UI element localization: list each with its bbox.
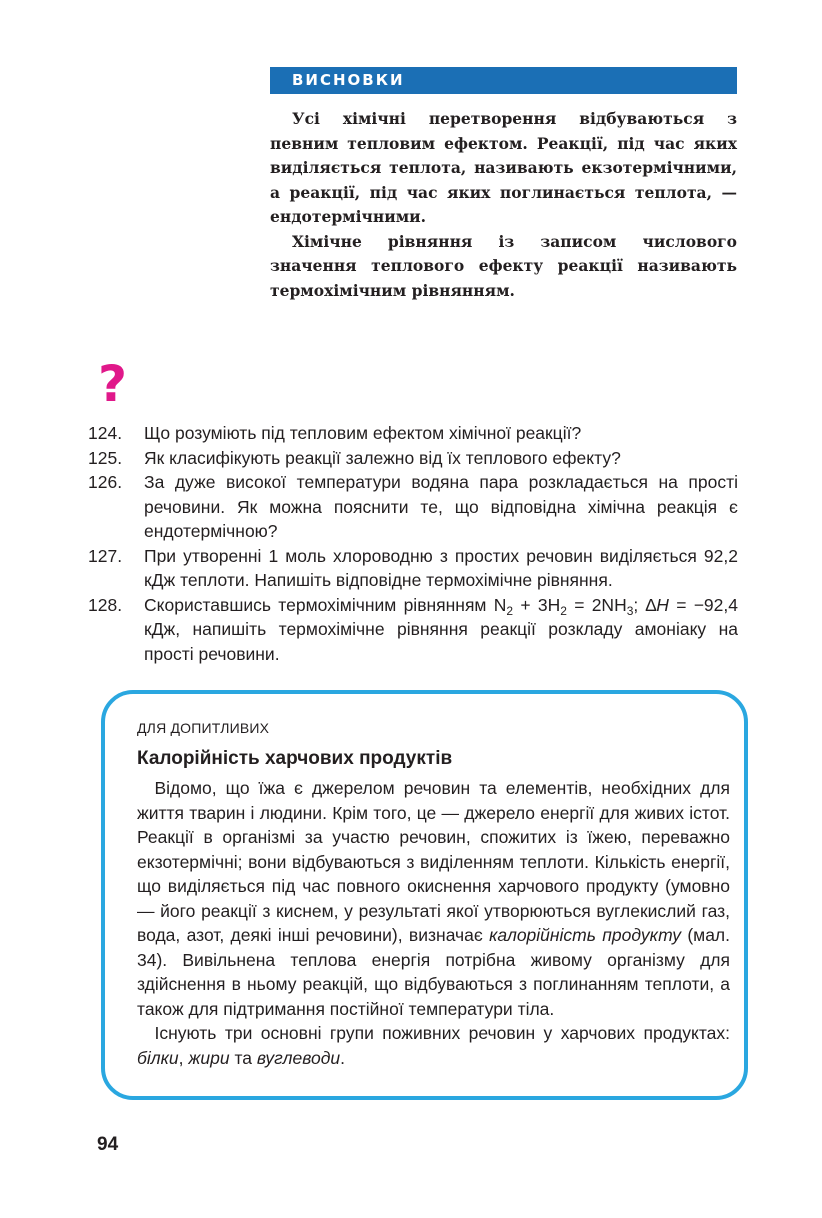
curious-emphasis: жири xyxy=(188,1047,230,1068)
conclusions-heading: ВИСНОВКИ xyxy=(270,67,737,94)
question-item xyxy=(88,470,738,544)
question-item xyxy=(88,593,738,667)
conclusions-paragraph: Усі хімічні перетворення відбуваються з певним тепловим ефектом. Реакції, під час яких виділяється теплота, називають екзотермічними, а реакції, під час яких поглинається теплота, — ендотермічними. xyxy=(270,109,737,226)
curious-text-part: Відомо, що їжа є джерелом речовин та елементів, необхідних для життя тварин і людини. Крім того, це — джерело енергії для живих істот. Реакції в організмі за участю речовин, спожитих із їжею, переважно екзотермічні; вони відбуваються з виділенням теплоти. Кількість енергії, що виділяється під час повного окиснення харчового продукту (умовно — його реакції з киснем, у результаті якої утворюються вуглекислий газ, вода, азот, деякі інші речовини), визначає xyxy=(137,778,730,945)
curious-text-part: (мал. 34). Вивільнена теплова енергія потрібна живому організму для здійснення в ньому реакцій, що відбуваються з поглинанням теплоти, а також для підтримання постійної температури тіла. xyxy=(137,925,731,1019)
curious-emphasis: калорійність продукту xyxy=(489,925,682,945)
subscript: 3 xyxy=(626,603,634,618)
question-number: 127. xyxy=(88,545,123,566)
conclusions-paragraph: Хімічне рівняння із записом числового значення теплового ефекту реакції називають термохімічним рівнянням. xyxy=(270,231,737,300)
question-number: 126. xyxy=(88,472,123,492)
question-number: 124. xyxy=(88,423,123,443)
curious-title: Калорійність харчових продуктів xyxy=(137,748,453,769)
question-number: 125. xyxy=(88,447,123,468)
question-number: 128. xyxy=(88,594,123,615)
question-text xyxy=(144,593,738,667)
question-item xyxy=(88,446,738,471)
curious-paragraph xyxy=(137,776,730,1021)
question-text-part: Скориставшись термохімічним рівнянням N xyxy=(144,594,507,615)
question-text-part: = 2NH xyxy=(566,594,627,615)
question-mark-icon: ? xyxy=(98,355,128,413)
curious-emphasis: вуглеводи xyxy=(256,1047,341,1068)
question-text: При утворенні 1 моль хлороводню з простих речовин виділяється 92,2 кДж теплоти. Напишіть відповідне термохімічне рівняння. xyxy=(144,545,738,590)
curious-text-part: та xyxy=(229,1047,257,1068)
enthalpy-symbol: H xyxy=(656,594,669,615)
question-text-part: + 3H xyxy=(513,594,561,615)
curious-text-part: . xyxy=(340,1047,345,1068)
subscript: 2 xyxy=(506,603,514,618)
question-text: Що розуміють під тепловим ефектом хімічної реакції? xyxy=(144,423,582,443)
question-text-part: ; xyxy=(633,594,646,615)
curious-box xyxy=(101,690,748,1100)
curious-paragraph xyxy=(137,1021,730,1070)
question-text-part: = −92,4 кДж, напишіть термохімічне рівняння реакції розкладу амоніаку на прості речовини. xyxy=(144,594,738,664)
curious-text xyxy=(137,776,730,1070)
page-number: 94 xyxy=(97,1134,119,1155)
delta-symbol: ∆ xyxy=(645,594,657,615)
questions-list xyxy=(88,421,738,666)
question-text: Як класифікують реакції залежно від їх теплового ефекту? xyxy=(144,447,621,468)
conclusions-text xyxy=(270,107,737,303)
curious-text-part: Існують три основні групи поживних речовин у харчових продуктах: xyxy=(154,1023,730,1043)
conclusions-block xyxy=(270,67,737,303)
question-item xyxy=(88,544,738,593)
question-item xyxy=(88,421,738,446)
subscript: 2 xyxy=(560,603,567,618)
question-text: За дуже високої температури водяна пара розкладається на прості речовини. Як можна пояснити те, що відповідна хімічна реакція є ендотермічною? xyxy=(144,472,738,541)
curious-text-part: , xyxy=(178,1047,189,1068)
curious-label: ДЛЯ ДОПИТЛИВИХ xyxy=(137,720,270,736)
curious-emphasis: білки xyxy=(137,1047,179,1068)
